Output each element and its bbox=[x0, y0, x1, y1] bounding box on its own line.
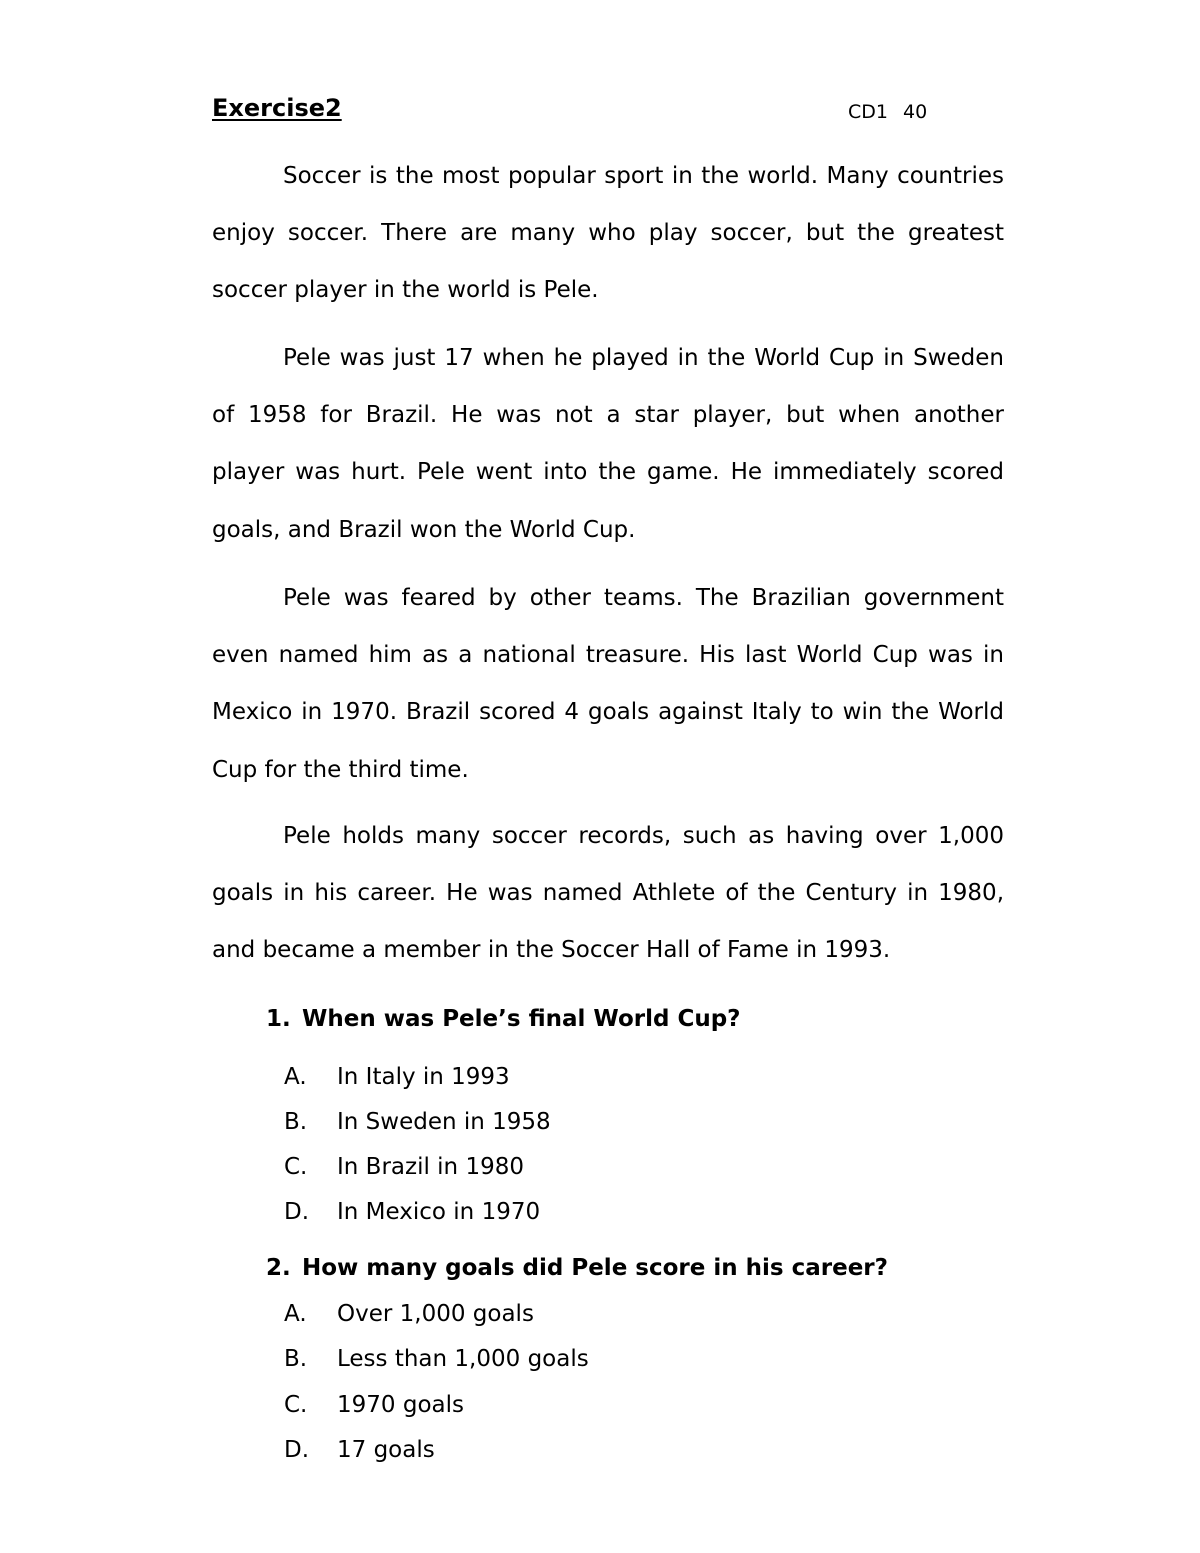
question-1 bbox=[266, 1006, 741, 1032]
option-text: In Mexico in 1970 bbox=[337, 1199, 541, 1225]
option-label: B. bbox=[284, 1346, 308, 1372]
question-text: How many goals did Pele score in his career? bbox=[302, 1255, 888, 1281]
question-number: 2. bbox=[266, 1255, 291, 1281]
option-label: A. bbox=[284, 1064, 307, 1090]
option-label: C. bbox=[284, 1392, 308, 1418]
option-text: Less than 1,000 goals bbox=[337, 1346, 589, 1372]
option-text: Over 1,000 goals bbox=[337, 1301, 534, 1327]
reading-paragraph: Pele was feared by other teams. The Brazilian government even named him as a national treasure. His last World Cup was in Mexico in 1970. Brazil scored 4 goals against Italy to win the World Cup for the third time. bbox=[212, 585, 1004, 783]
question-number: 1. bbox=[266, 1006, 291, 1032]
answer-option bbox=[284, 1154, 524, 1180]
question-2 bbox=[266, 1255, 888, 1281]
option-label: B. bbox=[284, 1109, 308, 1135]
option-text: In Italy in 1993 bbox=[337, 1064, 510, 1090]
option-label: D. bbox=[284, 1437, 310, 1463]
option-text: 1970 goals bbox=[337, 1392, 464, 1418]
answer-option bbox=[284, 1437, 435, 1463]
answer-option bbox=[284, 1199, 540, 1225]
answer-option bbox=[284, 1392, 464, 1418]
answer-option bbox=[284, 1064, 510, 1090]
option-text: In Sweden in 1958 bbox=[337, 1109, 551, 1135]
audio-track-label: CD1 40 bbox=[848, 101, 928, 123]
exercise-title: Exercise2 bbox=[212, 94, 342, 122]
option-text: In Brazil in 1980 bbox=[337, 1154, 524, 1180]
option-label: C. bbox=[284, 1154, 308, 1180]
answer-option bbox=[284, 1346, 589, 1372]
option-label: A. bbox=[284, 1301, 307, 1327]
option-label: D. bbox=[284, 1199, 310, 1225]
reading-paragraph: Pele was just 17 when he played in the World Cup in Sweden of 1958 for Brazil. He was not a star player, but when another player was hurt. Pele went into the game. He immediately scored goals, and Brazil won the World Cup. bbox=[212, 345, 1004, 543]
reading-paragraph: Soccer is the most popular sport in the world. Many countries enjoy soccer. There are many who play soccer, but the greatest soccer player in the world is Pele. bbox=[212, 163, 1004, 304]
option-text: 17 goals bbox=[337, 1437, 435, 1463]
reading-paragraph: Pele holds many soccer records, such as having over 1,000 goals in his career. He was named Athlete of the Century in 1980, and became a member in the Soccer Hall of Fame in 1993. bbox=[212, 823, 1004, 964]
answer-option bbox=[284, 1109, 551, 1135]
question-text: When was Pele’s final World Cup? bbox=[302, 1006, 741, 1032]
answer-option bbox=[284, 1301, 534, 1327]
